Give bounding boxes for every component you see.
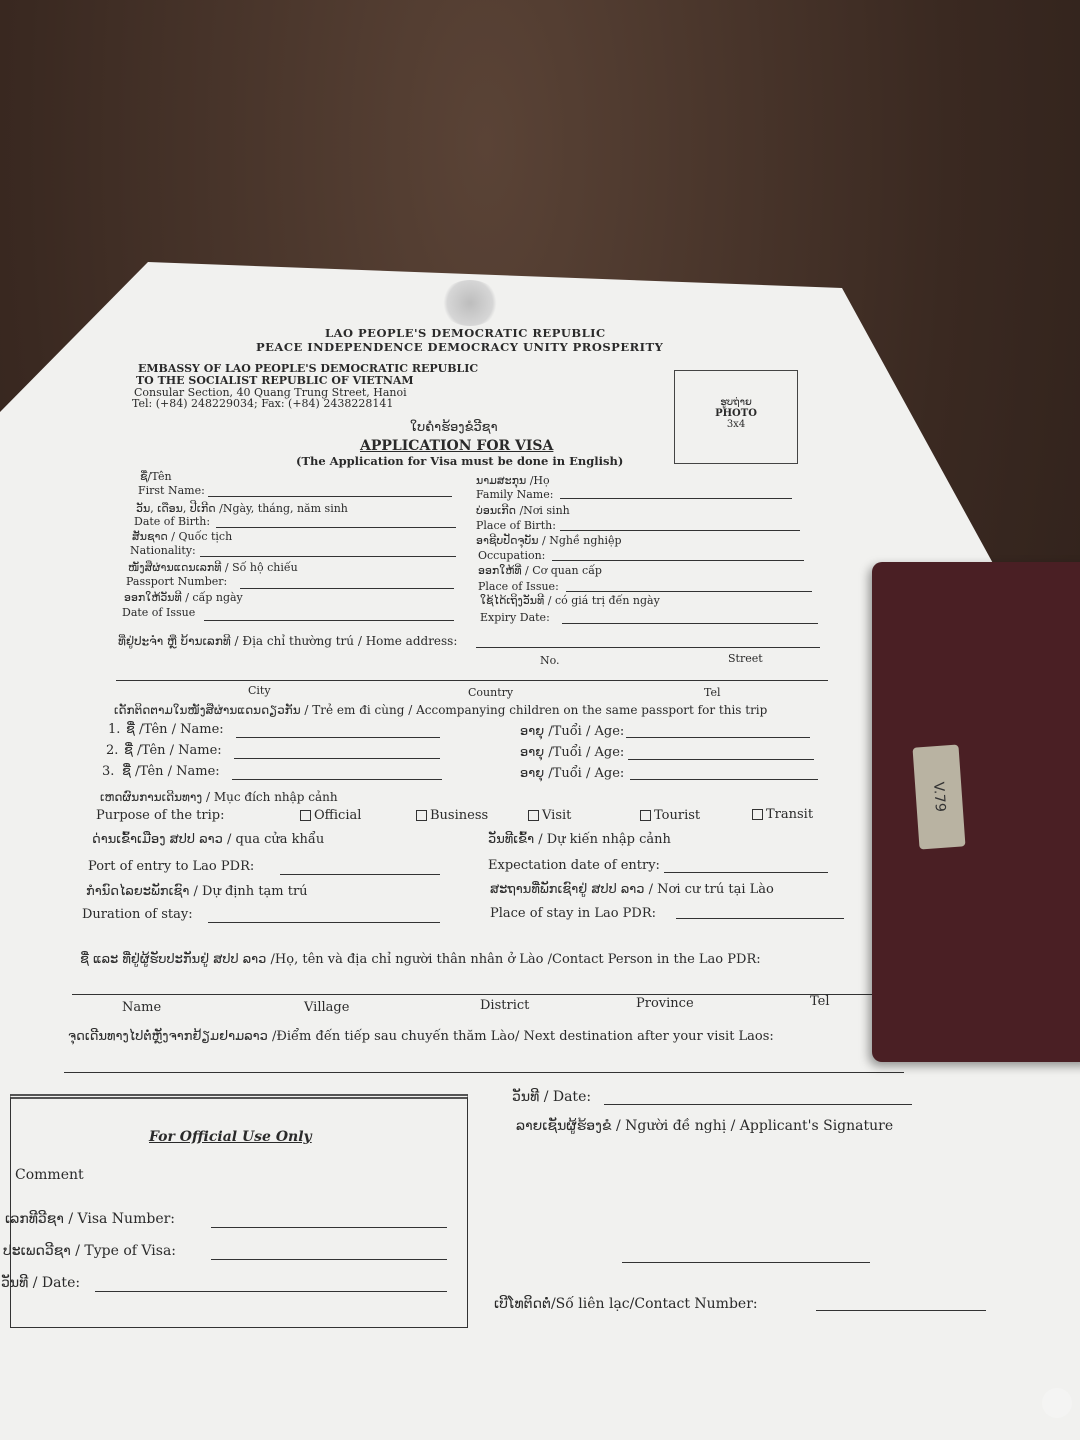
purpose-tourist[interactable] xyxy=(640,808,700,823)
title-english: APPLICATION FOR VISA xyxy=(360,438,554,454)
contact-name-col: Name xyxy=(122,1000,162,1015)
official-date-field[interactable] xyxy=(95,1291,447,1292)
visa-type-label: ປະເພດວີຊາ / Type of Visa: xyxy=(3,1243,177,1259)
child-1-age-field[interactable] xyxy=(626,737,810,738)
photo-lao: ຮູບຖ່າຍ xyxy=(720,397,752,408)
embassy-line-3: Consular Section, 40 Quang Trung Street, Hanoi xyxy=(134,386,407,399)
checkbox-icon xyxy=(528,810,539,821)
contact-tel-col: Tel xyxy=(810,994,830,1009)
home-address-line-2[interactable] xyxy=(116,680,828,681)
photo-size: 3x4 xyxy=(726,419,746,430)
contact-district-col: District xyxy=(480,998,530,1013)
contact-person-field[interactable] xyxy=(72,994,892,995)
contact-province-col: Province xyxy=(636,996,694,1011)
dob-label: Date of Birth: xyxy=(134,515,211,528)
port-sub: ດ່ານເຂົ້າເມືອງ ສປປ ລາວ / qua cửa khẩu xyxy=(92,832,325,847)
date-of-issue-label: Date of Issue xyxy=(122,606,196,619)
first-name-label: First Name: xyxy=(138,484,205,497)
child-3-name-label: ຊື່ /Tên / Name: xyxy=(122,764,220,779)
purpose-official[interactable] xyxy=(300,808,361,823)
nationality-field[interactable] xyxy=(200,556,456,557)
purpose-sub: ເຫດຜົນການເດີນທາງ / Mục đích nhập cảnh xyxy=(100,790,338,804)
child-3-num: 3. xyxy=(102,764,115,779)
occupation-sub: ອາຊີບປັດຈຸບັນ / Nghề nghiệp xyxy=(476,534,622,547)
first-name-field[interactable] xyxy=(208,496,452,497)
occupation-label: Occupation: xyxy=(478,549,546,562)
place-of-birth-field[interactable] xyxy=(560,530,800,531)
purpose-tourist-label: Tourist xyxy=(654,808,701,823)
first-name-sub: ຊື່/Tên xyxy=(140,470,172,483)
place-of-issue-field[interactable] xyxy=(566,591,812,592)
dob-sub: ວັນ, ເດືອນ, ປີເກີດ /Ngày, tháng, năm sinh xyxy=(136,502,348,515)
next-destination-label: ຈຸດເດີນທາງໄປຕໍ່ຫຼັງຈາກຢ້ຽມຢາມລາວ /Điểm đến tiếp sau chuyến thăm Lào/ Next destination after your visit Laos: xyxy=(68,1029,774,1044)
place-of-birth-label: Place of Birth: xyxy=(476,519,556,532)
address-street-label: Street xyxy=(728,652,763,665)
title-note: (The Application for Visa must be done in English) xyxy=(296,454,624,468)
purpose-visit[interactable] xyxy=(528,808,571,823)
photo-label: PHOTO xyxy=(715,408,757,419)
official-use-box xyxy=(1,1094,468,1328)
passport-number-label: Passport Number: xyxy=(126,575,228,588)
passport-number-sub: ໜັງສືຜ່ານແດນເລກທີ / Số hộ chiếu xyxy=(128,561,298,574)
nationality-sub: ສັນຊາດ / Quốc tịch xyxy=(132,530,233,543)
duration-sub: ກຳນົດໄລຍະພັກເຊົາ / Dự định tạm trú xyxy=(86,884,308,899)
official-title: For Official Use Only xyxy=(149,1129,312,1145)
occupation-field[interactable] xyxy=(552,560,804,561)
signature-date-field[interactable] xyxy=(604,1104,912,1105)
place-of-issue-label: Place of Issue: xyxy=(478,580,559,593)
family-name-sub: ນາມສະກຸນ /Họ xyxy=(476,474,550,487)
visa-number-field[interactable] xyxy=(211,1227,447,1228)
port-label: Port of entry to Lao PDR: xyxy=(88,859,255,874)
address-tel-label: Tel xyxy=(704,686,721,699)
family-name-label: Family Name: xyxy=(476,488,554,501)
date-of-issue-sub: ອອກໃຫ້ວັນທີ / cấp ngày xyxy=(124,591,243,604)
address-city-label: City xyxy=(248,684,271,697)
contact-number-field[interactable] xyxy=(816,1310,986,1311)
child-2-age-label: ອາຍຸ /Tuổi / Age: xyxy=(520,745,625,760)
official-comment: Comment xyxy=(15,1167,84,1183)
child-1-num: 1. xyxy=(108,722,121,737)
place-stay-field[interactable] xyxy=(676,918,844,919)
signature-date-label: ວັນທີ / Date: xyxy=(512,1089,592,1105)
purpose-official-label: Official xyxy=(314,808,362,823)
country-line: LAO PEOPLE'S DEMOCRATIC REPUBLIC xyxy=(325,326,606,340)
expiry-date-label: Expiry Date: xyxy=(480,611,550,624)
checkbox-icon xyxy=(416,810,427,821)
purpose-transit[interactable] xyxy=(752,807,813,822)
official-date-label: ວັນທີ / Date: xyxy=(1,1275,81,1291)
entry-date-label: Expectation date of entry: xyxy=(488,858,660,873)
place-stay-label: Place of stay in Lao PDR: xyxy=(490,906,656,921)
date-of-issue-field[interactable] xyxy=(204,620,454,621)
expiry-date-sub: ໃຊ້ໄດ້ເຖິງວັນທີ / có giá trị đến ngày xyxy=(480,594,660,607)
duration-label: Duration of stay: xyxy=(82,907,193,922)
child-3-name-field[interactable] xyxy=(232,779,442,780)
contact-village-col: Village xyxy=(304,1000,350,1015)
contact-person-label: ຊື່ ແລະ ທີ່ຢູ່ຜູ້ຮັບປະກັນຢູ່ ສປປ ລາວ /Họ, tên và địa chỉ người thân nhân ở Lào /Contact Person in the Lao PDR: xyxy=(80,952,761,967)
child-1-age-label: ອາຍຸ /Tuổi / Age: xyxy=(520,724,625,739)
home-address-label: ທີ່ຢູ່ປະຈຳ ຫຼື ບ້ານເລກທີ / Địa chỉ thường trú / Home address: xyxy=(118,634,458,648)
passport-tag xyxy=(912,745,965,850)
passport-booklet xyxy=(872,562,1080,1062)
embassy-line-1: EMBASSY OF LAO PEOPLE'S DEMOCRATIC REPUBLIC xyxy=(138,362,479,375)
children-heading: ເດັກຕິດຕາມໃນໜັງສືຜ່ານແດນດຽວກັນ / Trẻ em đi cùng / Accompanying children on the same passport for this trip xyxy=(114,703,768,717)
child-2-name-label: ຊື່ /Tên / Name: xyxy=(124,743,222,758)
family-name-field[interactable] xyxy=(560,498,792,499)
home-address-field[interactable] xyxy=(476,647,820,648)
child-2-name-field[interactable] xyxy=(234,758,440,759)
photo-box xyxy=(674,370,798,464)
child-3-age-label: ອາຍຸ /Tuổi / Age: xyxy=(520,766,625,781)
address-country-label: Country xyxy=(468,686,514,699)
place-stay-sub: ສະຖານທີ່ພັກເຊົາຢູ່ ສປປ ລາວ / Nơi cư trú tại Lào xyxy=(490,882,774,897)
dob-field[interactable] xyxy=(216,527,456,528)
purpose-transit-label: Transit xyxy=(766,807,814,822)
visa-number-label: ເລກທີວີຊາ / Visa Number: xyxy=(5,1211,176,1227)
embassy-line-4: Tel: (+84) 248229034; Fax: (+84) 2438228141 xyxy=(132,397,394,410)
purpose-visit-label: Visit xyxy=(542,808,572,823)
nationality-label: Nationality: xyxy=(130,544,196,557)
child-1-name-field[interactable] xyxy=(236,737,440,738)
entry-date-sub: ວັນທີເຂົ້າ / Dự kiến nhập cảnh xyxy=(488,832,671,847)
child-2-age-field[interactable] xyxy=(628,759,814,760)
embassy-line-2: TO THE SOCIALIST REPUBLIC OF VIETNAM xyxy=(136,374,414,387)
contact-number-label: ເບີໂທຕິດຕໍ່/Số liên lạc/Contact Number: xyxy=(494,1296,758,1312)
visa-type-field[interactable] xyxy=(211,1259,447,1260)
applicant-signature-field[interactable] xyxy=(622,1262,870,1263)
address-no-label: No. xyxy=(540,654,560,667)
entry-date-field[interactable] xyxy=(664,872,828,873)
purpose-business-label: Business xyxy=(430,808,489,823)
child-3-age-field[interactable] xyxy=(630,779,818,780)
applicant-signature-label: ລາຍເຊັນຜູ້ຮ້ອງຂໍ / Người đề nghị / Applicant's Signature xyxy=(516,1118,894,1134)
checkbox-icon xyxy=(640,810,651,821)
next-destination-field[interactable] xyxy=(64,1072,904,1073)
port-field[interactable] xyxy=(280,874,440,875)
place-of-birth-sub: ບ່ອນເກີດ /Nơi sinh xyxy=(476,504,570,517)
checkbox-icon xyxy=(752,809,763,820)
purpose-business[interactable] xyxy=(416,808,488,823)
watermark-stamp xyxy=(1042,1388,1072,1418)
title-lao: ໃບຄຳຮ້ອງຂໍວີຊາ xyxy=(410,420,498,435)
passport-tag-text: V.79 xyxy=(929,781,949,813)
motto-line: PEACE INDEPENDENCE DEMOCRACY UNITY PROSPERITY xyxy=(256,340,664,354)
place-of-issue-sub: ອອກໃຫ້ທີ່ / Cơ quan cấp xyxy=(478,564,602,577)
purpose-label: Purpose of the trip: xyxy=(96,808,225,823)
national-emblem-seal xyxy=(440,280,500,326)
child-2-num: 2. xyxy=(106,743,119,758)
child-1-name-label: ຊື່ /Tên / Name: xyxy=(126,722,224,737)
expiry-date-field[interactable] xyxy=(562,623,818,624)
duration-field[interactable] xyxy=(208,922,440,923)
checkbox-icon xyxy=(300,810,311,821)
passport-number-field[interactable] xyxy=(240,588,454,589)
